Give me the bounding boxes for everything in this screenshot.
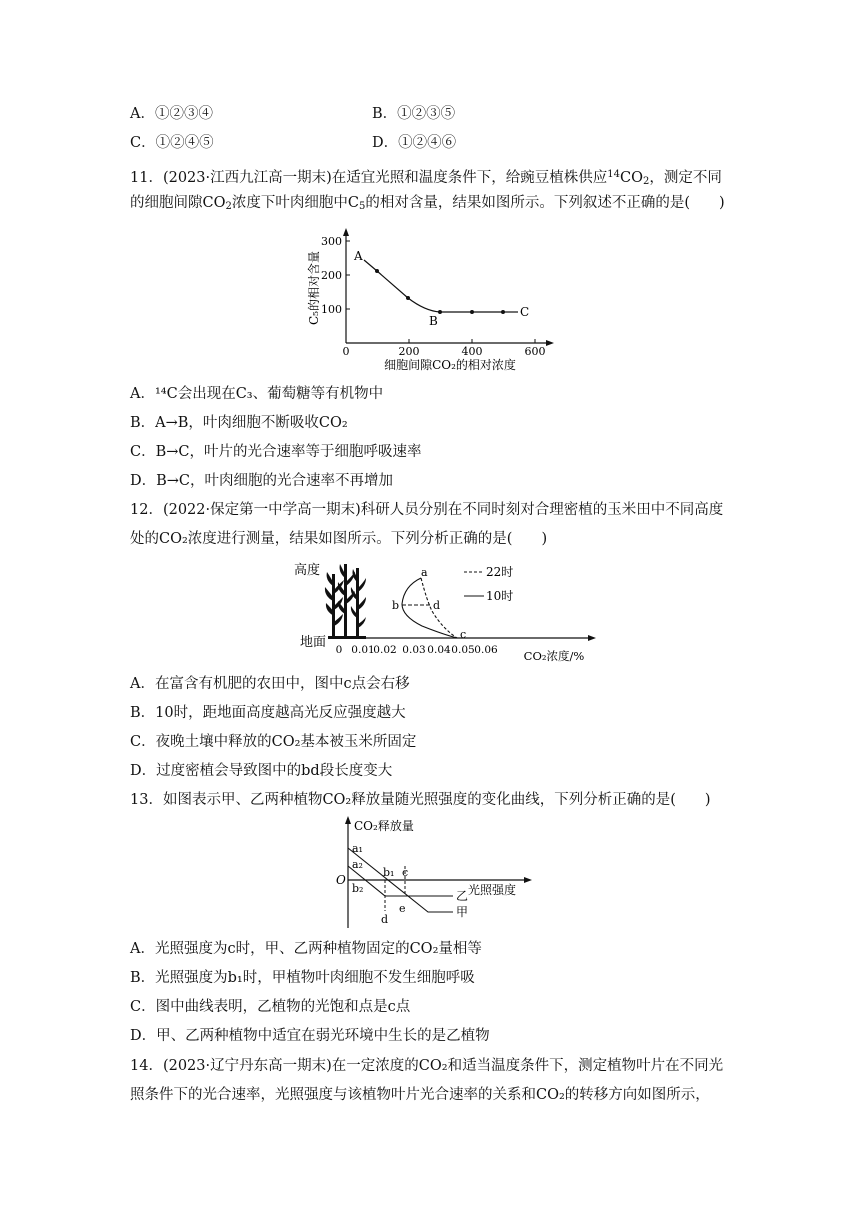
q13-label-e: e <box>399 902 406 915</box>
q12-xtick: 0.03 <box>402 644 426 656</box>
q12-option-b: B．10时，距地面高度越高光反应强度越大 <box>130 705 406 721</box>
q12-option-c: C．夜晚土壤中释放的CO₂基本被玉米所固定 <box>130 734 417 750</box>
q11-xtick-200: 200 <box>398 345 420 358</box>
q13-label-b1: b₁ <box>383 866 395 879</box>
q13-option-a: A．光照强度为c时，甲、乙两种植物固定的CO₂量相等 <box>130 941 482 957</box>
q11-ytick-300: 300 <box>321 235 342 248</box>
q14-stem-line1: 14．(2023·辽宁丹东高一期末)在一定浓度的CO₂和适当温度条件下，测定植物叶片在不同光 <box>130 1058 724 1074</box>
q13-label-c: c <box>402 866 409 879</box>
q11-option-d: D．B→C，叶肉细胞的光合速率不再增加 <box>130 473 394 489</box>
q12-label-a: a <box>421 566 428 579</box>
q12-x-label: CO₂浓度/% <box>523 649 585 663</box>
q12-xtick: 0.02 <box>373 644 397 656</box>
q12-xtick: 0 <box>335 644 343 656</box>
q13-label-jia: 甲 <box>456 905 469 919</box>
q10-option-a: A．①②③④ <box>130 106 213 122</box>
q11-option-c: C．B→C，叶片的光合速率等于细胞呼吸速率 <box>130 444 422 460</box>
q12-stem-line2: 处的CO₂浓度进行测量，结果如图所示。下列分析正确的是( ) <box>130 531 548 547</box>
q13-figure <box>328 816 548 932</box>
q13-label-d: d <box>381 913 389 926</box>
q13-option-b: B．光照强度为b₁时，甲植物叶肉细胞不发生细胞呼吸 <box>130 970 475 986</box>
q12-xtick: 0.05 <box>451 644 475 656</box>
q13-label-a1: a₁ <box>352 842 363 855</box>
q11-point <box>375 269 379 273</box>
q13-label-yi: 乙 <box>456 889 469 903</box>
corn-plant-icon <box>325 564 366 639</box>
q10-option-c: C．①②④⑤ <box>130 135 214 151</box>
q11-point <box>438 310 442 314</box>
q13-option-d: D．甲、乙两种植物中适宜在弱光环境中生长的是乙植物 <box>130 1028 490 1044</box>
q12-option-d: D．过度密植会导致图中的bd段长度变大 <box>130 763 393 779</box>
q12-xtick: 0.01 <box>351 644 375 656</box>
q11-label-a: A <box>354 249 363 263</box>
q11-x-label: 细胞间隙CO₂的相对浓度 <box>384 358 516 372</box>
q12-curve-10h <box>402 578 457 638</box>
q11-point <box>501 310 505 314</box>
q11-label-b: B <box>429 314 438 328</box>
q12-xtick: 0.06 <box>474 644 498 656</box>
q11-curve <box>364 260 505 312</box>
q11-xtick-600: 600 <box>524 345 546 358</box>
q12-legend-22h: 22时 <box>486 565 514 579</box>
q12-xtick: 0.04 <box>427 644 451 656</box>
q11-option-b: B．A→B，叶肉细胞不断吸收CO₂ <box>130 415 348 431</box>
q13-x-label: 光照强度 <box>468 883 517 897</box>
q13-y-label: CO₂释放量 <box>354 819 414 833</box>
q12-stem-line1: 12．(2022·保定第一中学高一期末)科研人员分别在不同时刻对合理密植的玉米田中不同高度 <box>130 502 724 518</box>
q12-ground-label: 地面 <box>300 635 327 650</box>
q12-figure <box>292 556 614 668</box>
q11-figure <box>300 226 560 376</box>
q11-point <box>406 296 410 300</box>
q11-option-a: A．¹⁴C会出现在C₃、葡萄糖等有机物中 <box>130 386 384 402</box>
q11-xtick-0: 0 <box>342 345 350 358</box>
q10-option-b: B．①②③⑤ <box>372 106 456 122</box>
q12-y-label: 高度 <box>294 563 321 578</box>
q11-xtick-400: 400 <box>461 345 483 358</box>
q12-option-a: A．在富含有机肥的农田中，图中c点会右移 <box>130 676 410 692</box>
q11-label-c: C <box>520 305 530 319</box>
q11-stem-line2: 的细胞间隙$CO_2$浓度下叶肉细胞中$C_5$的相对含量，结果如图所示。下列叙述不正确的是( ) <box>130 195 725 212</box>
q12-legend-10h: 10时 <box>486 589 514 603</box>
q13-stem: 13．如图表示甲、乙两种植物CO₂释放量随光照强度的变化曲线，下列分析正确的是( ) <box>130 792 711 808</box>
q12-label-b: b <box>392 599 400 612</box>
q13-option-c: C．图中曲线表明，乙植物的光饱和点是c点 <box>130 999 411 1015</box>
q10-option-d: D．①②④⑥ <box>372 135 457 151</box>
q12-label-c: c <box>460 628 467 641</box>
q11-ytick-100: 100 <box>321 303 342 316</box>
q11-point <box>470 310 474 314</box>
q11-ytick-200: 200 <box>321 269 342 282</box>
q14-stem-line2: 照条件下的光合速率，光照强度与该植物叶片光合速率的关系和CO₂的转移方向如图所示， <box>130 1087 710 1103</box>
q12-label-d: d <box>433 599 441 612</box>
q11-stem-line1: 11．(2023·江西九江高一期末)在适宜光照和温度条件下，给豌豆植株供应$^{14}CO_2$，测定不同 <box>130 169 722 187</box>
q13-origin: O <box>336 873 346 887</box>
q11-y-label: C₅的相对含量 <box>307 251 321 325</box>
q13-label-b2: b₂ <box>352 882 364 895</box>
q13-label-a2: a₂ <box>352 858 363 871</box>
